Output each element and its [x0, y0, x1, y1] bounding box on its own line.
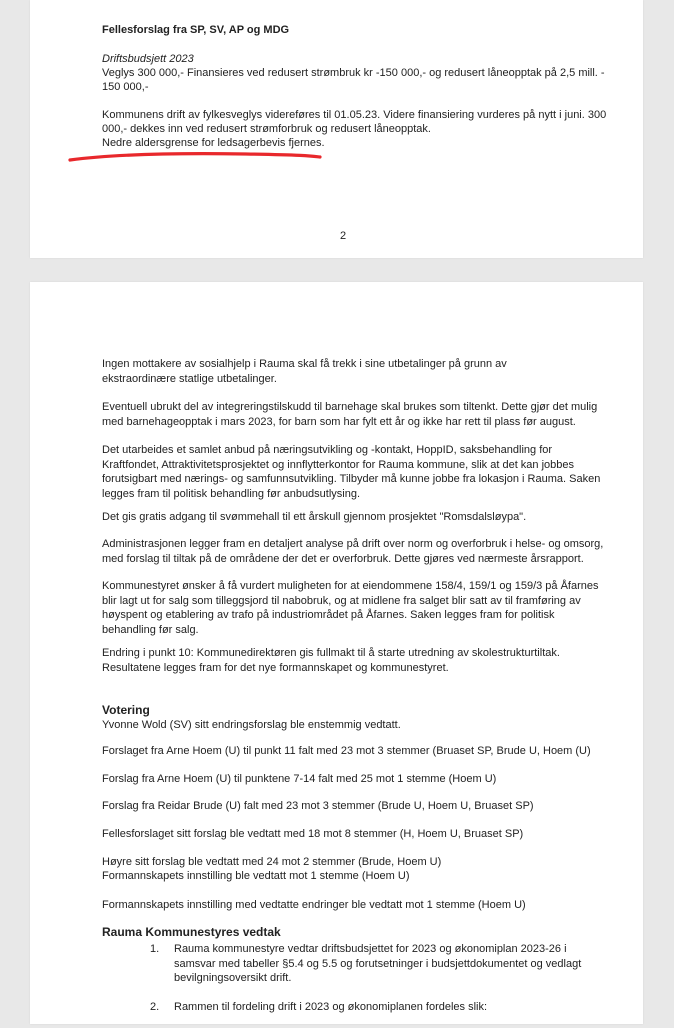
voting-line: Formannskapets innstilling med vedtatte endringer ble vedtatt mot 1 stemme (Hoem U) — [102, 899, 526, 911]
decision-item-line: bevilgningsoversikt drift. — [174, 972, 292, 985]
paragraph-line: Kommunestyret ønsker å få vurdert muligheten for at eiendommene 158/4, 159/1 og 159/3 på Åfarnes — [102, 580, 599, 592]
decision-item-number: 2. — [150, 1000, 160, 1013]
paragraph-line: Endring i punkt 10: Kommunedirektøren gis fullmakt til å starte utredning av skolestrukturtiltak. — [102, 647, 560, 659]
decision-item-number: 1. — [150, 943, 160, 955]
streetlight-line-2: 150 000,- — [102, 81, 149, 93]
voting-line: Formannskapets innstilling ble vedtatt mot 1 stemme (Hoem U) — [102, 870, 410, 882]
document-page-3 — [30, 282, 643, 1024]
municipal-para-line-3: Nedre aldersgrense for ledsagerbevis fjernes. — [102, 137, 325, 149]
voting-line: Forslag fra Reidar Brude (U) falt med 23 mot 3 stemmer (Brude U, Hoem U, Bruaset SP) — [102, 800, 534, 812]
document-page-2 — [30, 0, 643, 258]
voting-line: Yvonne Wold (SV) sitt endringsforslag ble enstemmig vedtatt. — [102, 719, 401, 731]
voting-title: Votering — [102, 703, 150, 717]
paragraph-line: Administrasjonen legger fram en detaljert analyse på drift over norm og overforbruk i helse- og omsorg, — [102, 538, 604, 550]
paragraph-line: Ingen mottakere av sosialhjelp i Rauma skal få trekk i sine utbetalinger på grunn av — [102, 358, 507, 370]
paragraph-line: behandling før salg. — [102, 623, 199, 636]
paragraph-line: Eventuell ubrukt del av integreringstilskudd til barnehage skal brukes som tiltenkt. Dette gjør det mulig — [102, 401, 598, 413]
decision-item — [150, 942, 590, 986]
voting-line: Forslaget fra Arne Hoem (U) til punkt 11 falt med 23 mot 3 stemmer (Bruaset SP, Brude U, Hoem (U) — [102, 745, 591, 757]
decision-item-line: Rammen til fordeling drift i 2023 og økonomiplanen fordeles slik: — [174, 1000, 488, 1013]
paragraph-line: ekstraordinære statlige utbetalinger. — [102, 372, 277, 385]
decision-list — [150, 942, 590, 1028]
decision-item-line: samsvar med tabeller §5.4 og 5.5 og forutsetninger i budsjettdokumentet og vedlagt — [174, 957, 582, 970]
red-underline-annotation — [66, 148, 326, 168]
page-number: 2 — [340, 230, 347, 242]
decision-item-line: Rauma kommunestyre vedtar driftsbudsjettet for 2023 og økonomiplan 2023-26 i — [174, 943, 567, 955]
streetlight-line-1: Veglys 300 000,- Finansieres ved redusert strømbruk kr -150 000,- og redusert låneopptak på 2,5 mill. - — [102, 67, 605, 79]
paragraph-line: Kraftfondet, Attraktivitetsprosjektet og innflytterkontor for Rauma kommune, slik at det kan jobbes — [102, 458, 575, 471]
paragraph-line: Det gis gratis adgang til svømmehall til ett årskull gjennom prosjektet "Romsdalsløypa". — [102, 511, 527, 523]
paragraph-line: med forslag til tiltak på de områdene der det er overforbruk. Dette gjøres ved nærmeste årsrapport. — [102, 552, 584, 565]
paragraph-line: høyspent og etablering av trafo på industriområdet på Åfarnes. Saken legges fram for politisk — [102, 609, 555, 622]
paragraph-line: forutsigbart med nærings- og samfunnsutvikling. Tilbyder må kunne jobbe fra lokasjon i Rauma. Saken — [102, 473, 601, 486]
budget-subheading: Driftsbudsjett 2023 — [102, 53, 194, 65]
paragraph-line: Resultatene legges fram for det nye formannskapet og kommunestyret. — [102, 661, 449, 674]
voting-line: Forslag fra Arne Hoem (U) til punktene 7-14 falt med 25 mot 1 stemme (Hoem U) — [102, 773, 497, 785]
paragraph-line: Det utarbeides et samlet anbud på næringsutvikling og -kontakt, HoppID, saksbehandling for — [102, 444, 553, 456]
municipal-para-line-1: Kommunens drift av fylkesveglys videreføres til 01.05.23. Videre finansiering vurderes på nytt i juni. 300 — [102, 109, 607, 121]
decision-item — [150, 1000, 590, 1015]
decision-title: Rauma Kommunestyres vedtak — [102, 925, 281, 939]
paragraph-line: med barnehageopptak i mars 2023, for barn som har fylt ett år og ikke har rett til plass før august. — [102, 415, 576, 428]
proposal-heading: Fellesforslag fra SP, SV, AP og MDG — [102, 24, 290, 36]
municipal-para-line-2: 000,- dekkes inn ved redusert strømforbruk og redusert låneopptak. — [102, 123, 431, 135]
paragraph-line: blir lagt ut for salg som tilleggsjord til nabobruk, og at midlene fra salget blir satt av til framføring av — [102, 594, 581, 607]
voting-line: Fellesforslaget sitt forslag ble vedtatt med 18 mot 8 stemmer (H, Hoem U, Bruaset SP) — [102, 828, 524, 840]
voting-line: Høyre sitt forslag ble vedtatt med 24 mot 2 stemmer (Brude, Hoem U) — [102, 856, 442, 868]
paragraph-line: legges fram til politisk behandling før anbudsutlysing. — [102, 487, 361, 500]
